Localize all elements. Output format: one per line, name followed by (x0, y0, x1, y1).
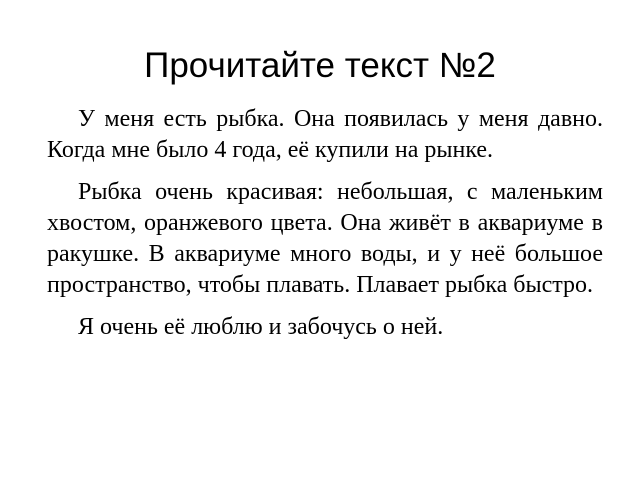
paragraph-1: У меня есть рыбка. Она появилась у меня давно. Когда мне было 4 года, её купили на рынке. (47, 106, 603, 163)
paragraph-3: Я очень её люблю и забочусь о ней. (78, 314, 444, 340)
text-body (47, 104, 603, 354)
slide-title: Прочитайте текст №2 (144, 46, 496, 85)
paragraph-2: Рыбка очень красивая: небольшая, с маленьким хвостом, оранжевого цвета. Она живёт в аквариуме в ракушке. В аквариуме много воды, и у неё большое пространство, чтобы плавать. Плавает рыбка быстро. (47, 179, 603, 298)
